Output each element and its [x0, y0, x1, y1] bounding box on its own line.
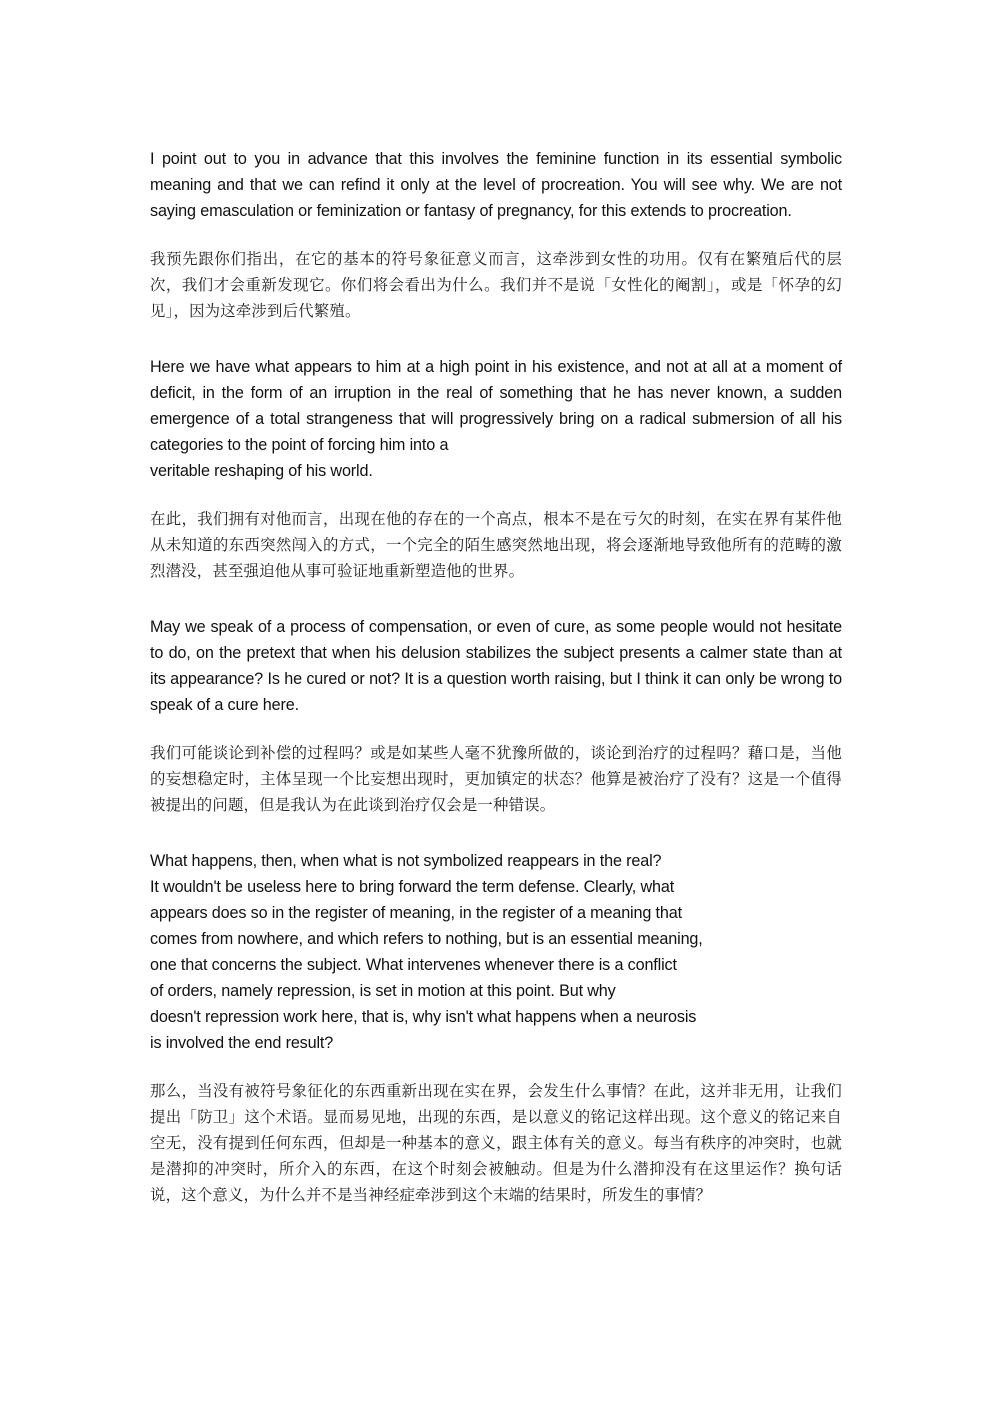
- chinese-paragraph-4: 那么，当没有被符号象征化的东西重新出现在实在界，会发生什么事情？在此，这并非无用，让我们提出「防卫」这个术语。显而易见地，出现的东西，是以意义的铭记这样出现。这个意义的铭记来自空无，没有提到任何东西，但却是一种基本的意义，跟主体有关的意义。每当有秩序的冲突时，也就是潜抑的冲突时，所介入的东西，在这个时刻会被触动。但是为什么潜抑没有在这里运作？换句话说，这个意义，为什么并不是当神经症牵涉到这个末端的结果时，所发生的事情？: [150, 1082, 842, 1204]
- english-paragraph-2: [150, 354, 842, 484]
- english-paragraph-4-line: It wouldn't be useless here to bring forward the term defense. Clearly, what: [150, 878, 675, 896]
- english-paragraph-4-line: of orders, namely repression, is set in motion at this point. But why: [150, 982, 616, 1000]
- chinese-paragraph-2: 在此，我们拥有对他而言，出现在他的存在的一个高点，根本不是在亏欠的时刻，在实在界有某件他从未知道的东西突然闯入的方式，一个完全的陌生感突然地出现，将会逐渐地导致他所有的范畴的激烈潜没，甚至强迫他从事可验证地重新塑造他的世界。: [150, 510, 842, 580]
- chinese-paragraph-1: 我预先跟你们指出，在它的基本的符号象征意义而言，这牵涉到女性的功用。仅有在繁殖后代的层次，我们才会重新发现它。你们将会看出为什么。我们并不是说「女性化的阉割」，或是「怀孕的幻见」，因为这牵涉到后代繁殖。: [150, 250, 842, 320]
- english-paragraph-1: I point out to you in advance that this involves the feminine function in its essential symbolic meaning and that we can refind it only at the level of procreation. You will see why. We are not saying emasculation or feminization or fantasy of pregnancy, for this extends to procreation.: [150, 150, 842, 220]
- english-paragraph-4-line: one that concerns the subject. What intervenes whenever there is a conflict: [150, 956, 677, 974]
- chinese-paragraph-3: 我们可能谈论到补偿的过程吗？或是如某些人毫不犹豫所做的，谈论到治疗的过程吗？藉口是，当他的妄想稳定时，主体呈现一个比妄想出现时，更加镇定的状态？他算是被治疗了没有？这是一个值得被提出的问题，但是我认为在此谈到治疗仅会是一种错误。: [150, 744, 842, 814]
- document-page: [150, 146, 842, 1208]
- english-paragraph-4-line: appears does so in the register of meaning, in the register of a meaning that: [150, 904, 682, 922]
- english-paragraph-4-line: doesn't repression work here, that is, why isn't what happens when a neurosis: [150, 1008, 697, 1026]
- english-paragraph-4: [150, 848, 842, 1056]
- english-paragraph-2-tail: veritable reshaping of his world.: [150, 462, 373, 480]
- english-paragraph-4-line: comes from nowhere, and which refers to nothing, but is an essential meaning,: [150, 930, 703, 948]
- english-paragraph-2-body: Here we have what appears to him at a high point in his existence, and not at all at a moment of deficit, in the form of an irruption in the real of something that he has never known, a sudden emergence of a total strangeness that will progressively bring on a radical submersion of all his categories to the point of forcing him into a: [150, 358, 842, 454]
- english-paragraph-3: May we speak of a process of compensation, or even of cure, as some people would not hesitate to do, on the pretext that when his delusion stabilizes the subject presents a calmer state than at its appearance? Is he cured or not? It is a question worth raising, but I think it can only be wrong to speak of a cure here.: [150, 618, 842, 714]
- english-paragraph-4-line: What happens, then, when what is not symbolized reappears in the real?: [150, 852, 662, 870]
- english-paragraph-4-line: is involved the end result?: [150, 1034, 334, 1052]
